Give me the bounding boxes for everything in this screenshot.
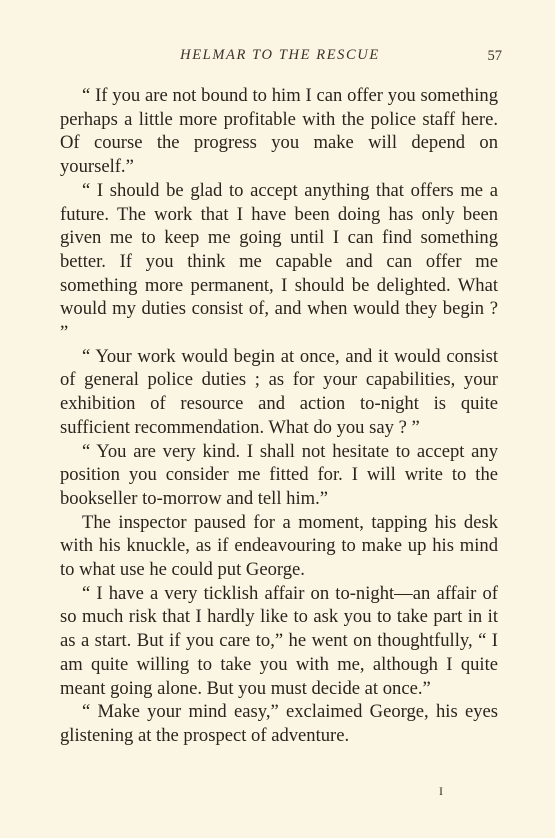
paragraph: “ Make your mind easy,” exclaimed George, his eyes glistening at the prospect of adventure. — [60, 701, 498, 746]
signature-mark: I — [439, 784, 443, 798]
paragraph: “ I have a very ticklish affair on to-night—an affair of so much risk that I hardly like to ask you to take part in it as a start. But if you care to,” he went on thoughtfully, “ I am quite willing to take you with me, although I quite meant going alone. But you must decide at once.” — [60, 582, 498, 699]
paragraph: “ I should be glad to accept anything that offers me a future. The work that I have been doing has only been given me to keep me going until I can find something better. If you think me capable and can offer me something more permanent, I should be delighted. What would my duties consist of, and when would they begin ? ” — [60, 179, 498, 344]
paragraph: The inspector paused for a moment, tapping his desk with his knuckle, as if endeavouring to make up his mind to what use he could put George. — [60, 511, 498, 581]
paragraph: “ If you are not bound to him I can offer you something perhaps a little more profitable with the police staff here. Of course the progress you make will depend on yourself.” — [60, 85, 498, 178]
page-number: 57 — [487, 48, 502, 64]
running-title: HELMAR TO THE RESCUE — [180, 47, 380, 63]
running-head — [60, 47, 500, 69]
body-text — [60, 84, 498, 748]
paragraph: “ Your work would begin at once, and it would consist of general police duties ; as for your capabilities, your exhibition of resource and action to-night is quite sufficient recommendation. What do you say ? ” — [60, 345, 498, 438]
paragraph: “ You are very kind. I shall not hesitate to accept any position you consider me fitted for. I will write to the bookseller to-morrow and tell him.” — [60, 440, 498, 509]
